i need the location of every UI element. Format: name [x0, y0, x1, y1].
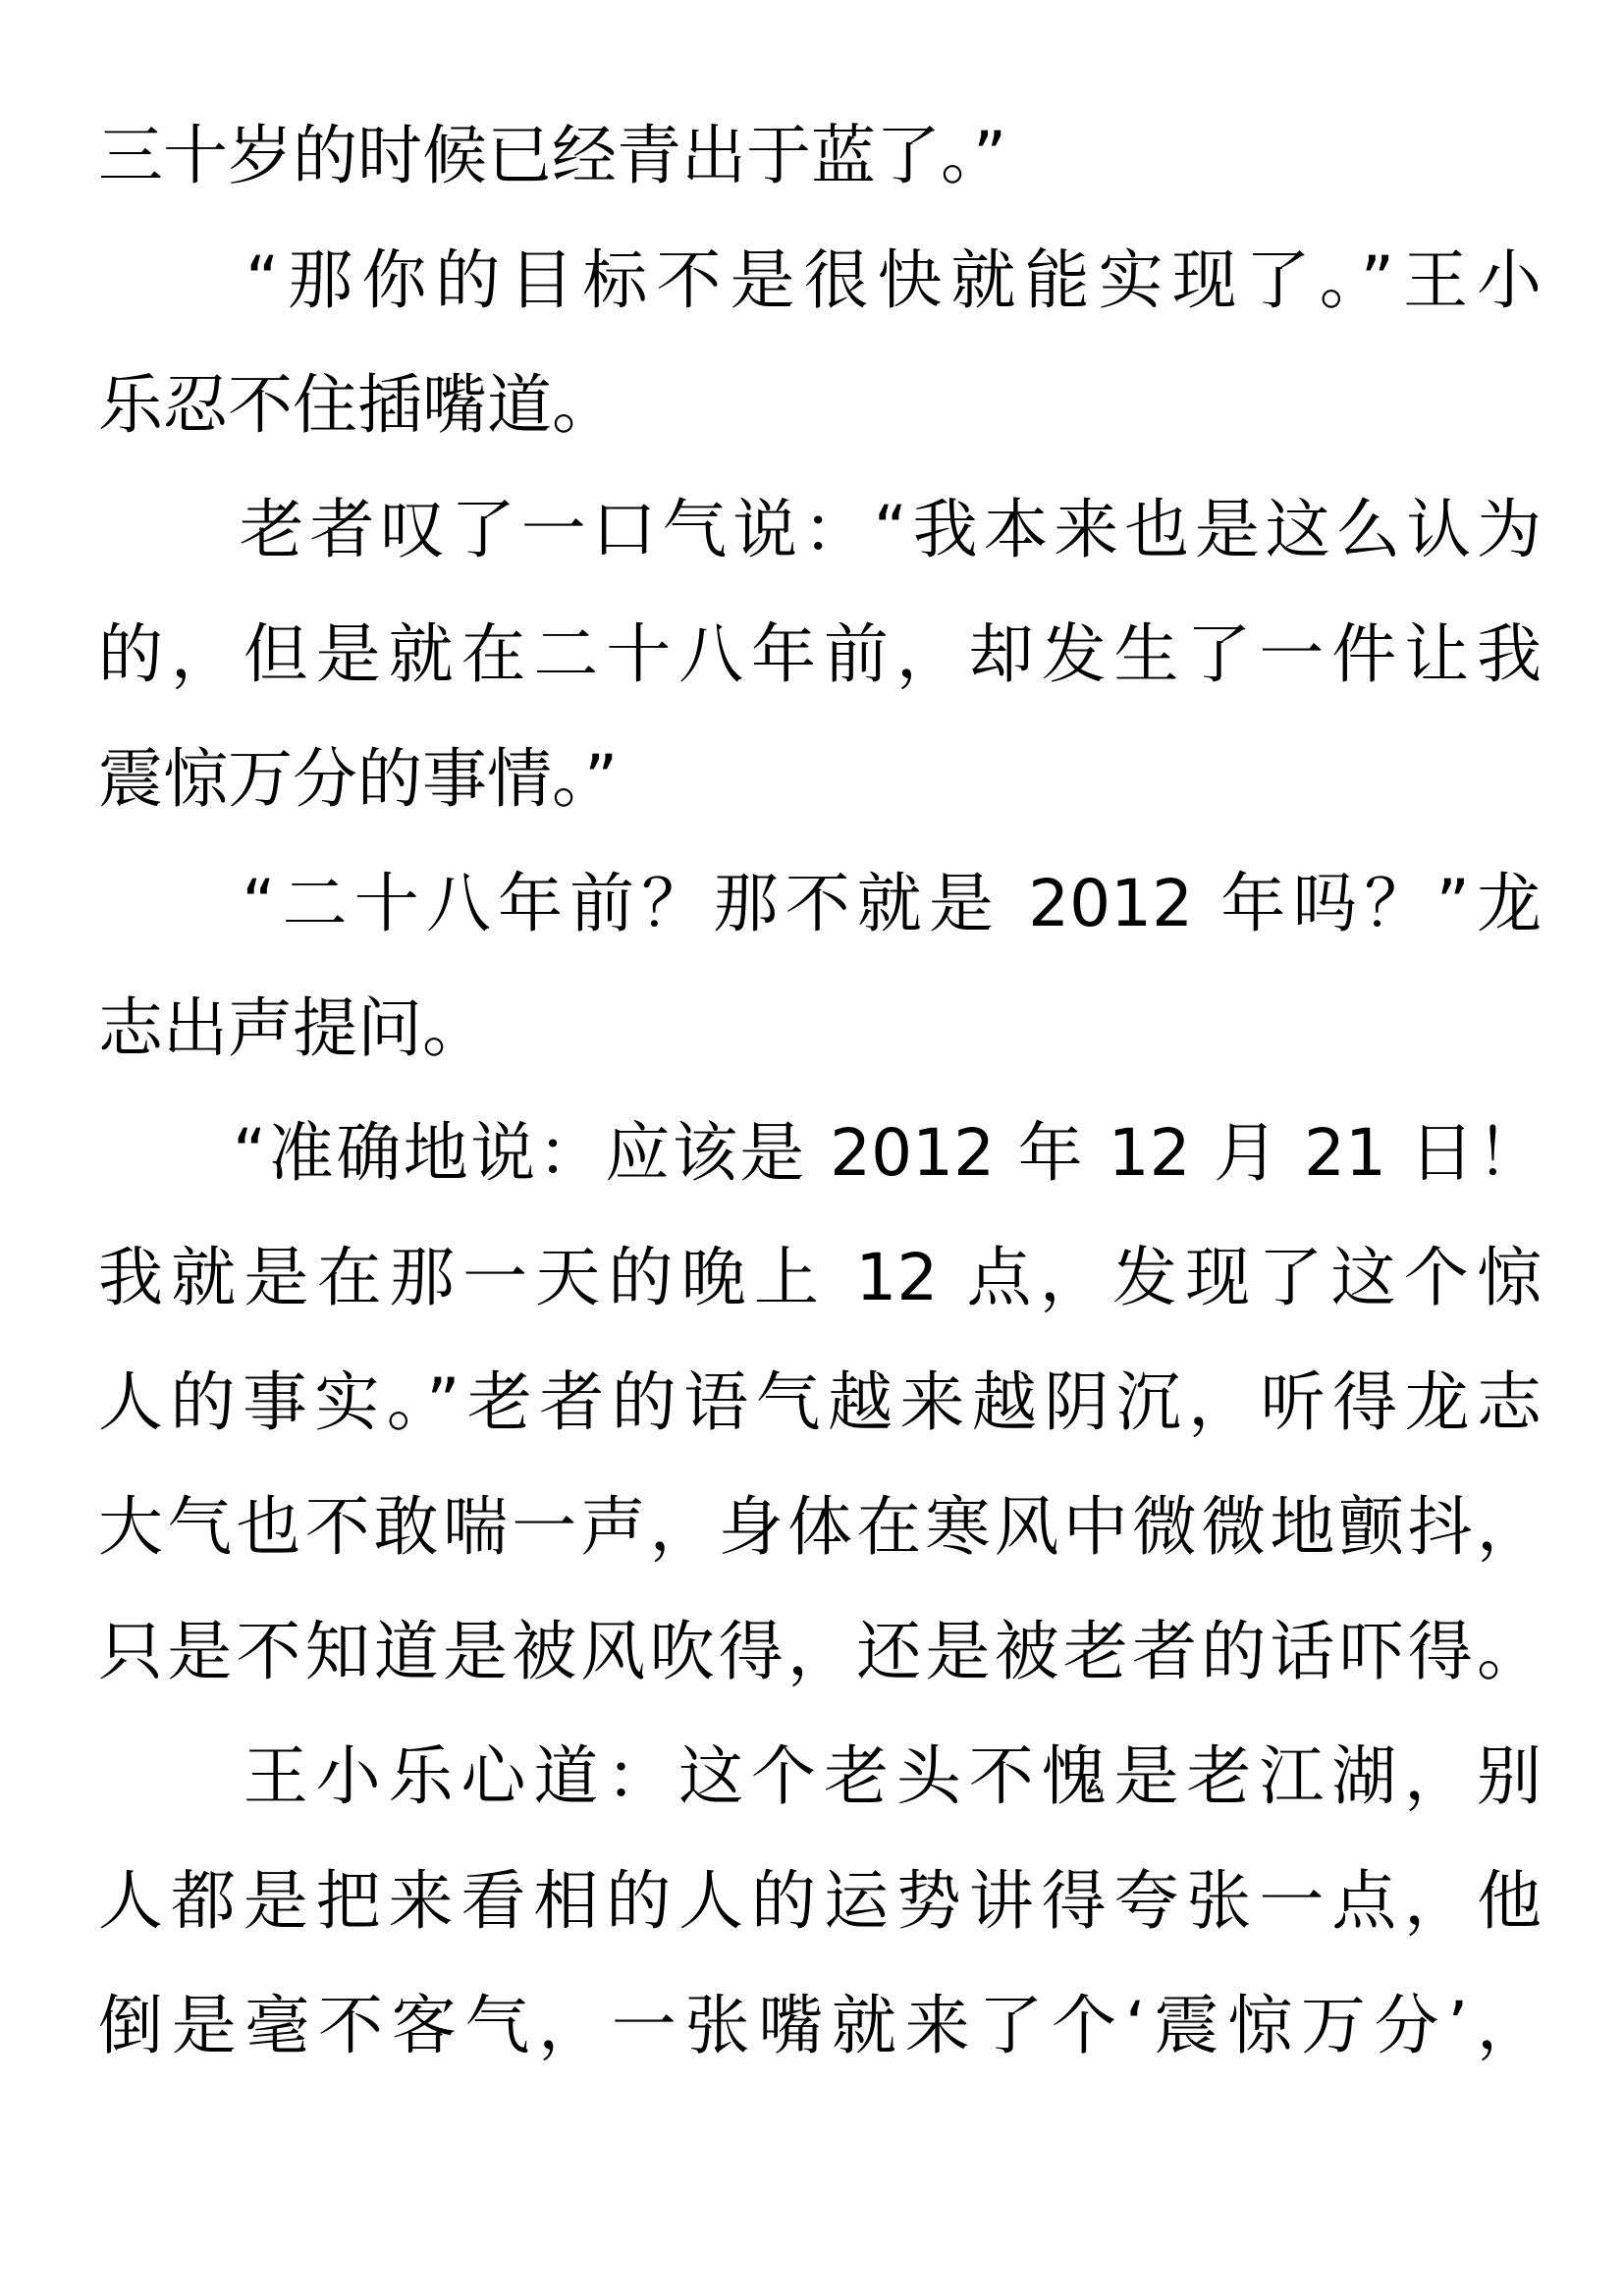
- text-line: “二十八年前？那不就是 2012 年吗？”龙: [98, 866, 1542, 941]
- text-line: “那你的目标不是很快就能实现了。”王小: [98, 242, 1542, 318]
- text-line: 震惊万分的事情。”: [98, 741, 619, 817]
- text-line: 只是不知道是被风吹得，还是被老者的话吓得。: [98, 1614, 1542, 1689]
- text-line: 我就是在那一天的晚上 12 点，发现了这个惊: [98, 1240, 1542, 1315]
- text-line: 三十岁的时候已经青出于蓝了。”: [98, 118, 1007, 193]
- text-line: 乐忍不住插嘴道。: [98, 367, 617, 443]
- text-line: 老者叹了一口气说：“我本来也是这么认为: [98, 492, 1542, 567]
- text-line: 的，但是就在二十八年前，却发生了一件让我: [98, 616, 1542, 692]
- text-line: “准确地说：应该是 2012 年 12 月 21 日！: [98, 1115, 1542, 1191]
- text-line: 大气也不敢喘一声，身体在寒风中微微地颤抖，: [98, 1489, 1542, 1565]
- text-line: 志出声提问。: [98, 990, 487, 1066]
- text-line: 人都是把来看相的人的运势讲得夸张一点，他: [98, 1863, 1542, 1939]
- document-body: [98, 93, 1542, 2088]
- text-line: 王小乐心道：这个老头不愧是老江湖，别: [98, 1738, 1542, 1814]
- text-line: 人的事实。”老者的语气越来越阴沉，听得龙志: [98, 1364, 1542, 1440]
- text-line: 倒是毫不客气，一张嘴就来了个‘震惊万分’，: [98, 1988, 1542, 2063]
